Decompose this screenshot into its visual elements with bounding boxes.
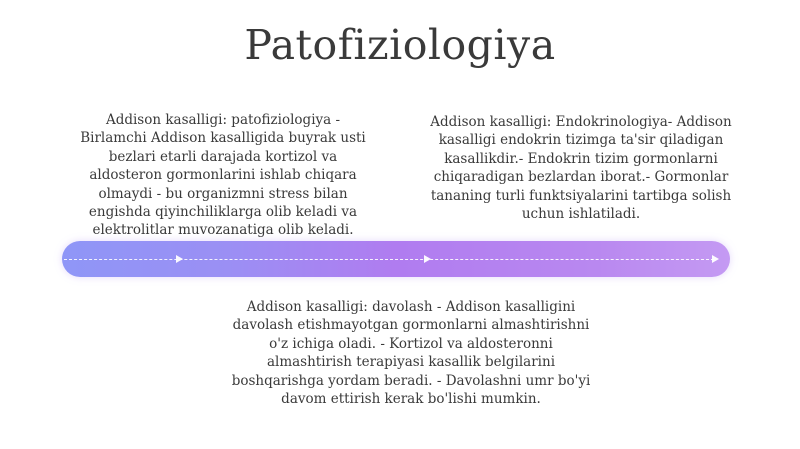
- timeline-dashed-line: [64, 259, 714, 260]
- timeline-arrow-icon: [712, 255, 719, 263]
- timeline-arrow-icon: [176, 255, 183, 263]
- timeline-item-endocrinology: Addison kasalligi: Endokrinologiya- Addison kasalligi endokrin tizimga ta'sir qiladigan kasallikdir.- Endokrin tizim gormonlarni chiqaradigan bezlardan iborat.- Gormonlar tananing turli funktsiyalarini tartibga solish uchun ishlatiladi.: [430, 114, 732, 223]
- timeline-item-pathophysiology: Addison kasalligi: patofiziologiya - Birlamchi Addison kasalligida buyrak usti bezlari etarli darajada kortizol va aldosteron gormonlarini ishlab chiqara olmaydi - bu organizmni stress bilan engishda qiyinchiliklarga olib keladi va elektrolitlar muvozanatiga olib keladi.: [80, 112, 366, 239]
- slide-title: Patofiziologiya: [244, 21, 556, 69]
- timeline-arrow-icon: [424, 255, 431, 263]
- timeline-item-treatment: Addison kasalligi: davolash - Addison kasalligini davolash etishmayotgan gormonlarni almashtirishni o'z ichiga oladi. - Kortizol va aldosteronni almashtirish terapiyasi kasallik belgilarini boshqarishga yordam beradi. - Davolashni umr bo'yi davom ettirish kerak bo'lishi mumkin.: [231, 299, 591, 408]
